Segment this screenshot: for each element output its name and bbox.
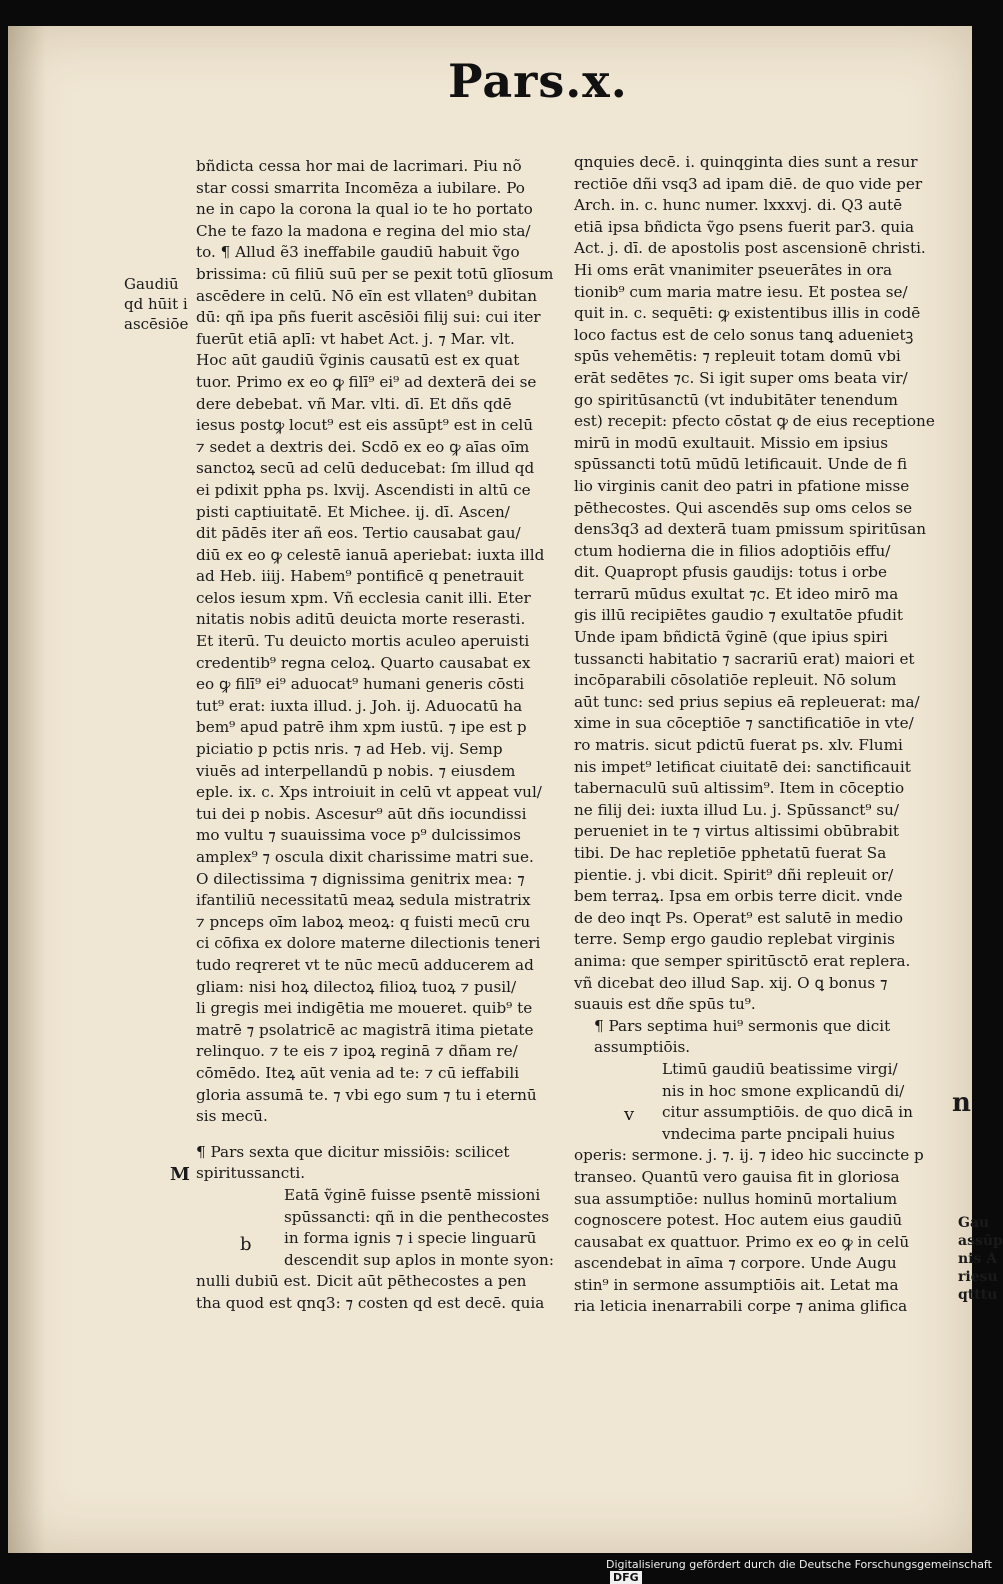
text-line: sanctoꝝ secū ad celū deducebat: ſm illud qd [196,459,535,478]
text-line: li gregis mei indigētia me moueret. quib⁹ te [196,999,533,1018]
text-line: sua assumptiōe: nullus hominū mortalium [574,1189,898,1208]
text-line: tabernaculū suū altissim⁹. Item in cōceptio [574,779,905,798]
edge-line: assūp [958,1233,1003,1249]
text-line: credentib⁹ regna celoꝝ. Quarto causabat ex [196,653,531,672]
text-line: fuerūt etiā aplī: vt habet Act. j. ⁊ Mar. vlt. [196,329,515,348]
text-line: ifantiliū necessitatū meaꝝ sedula mistratrix [196,891,531,910]
text-line: rectiōe dñi vsq3 ad ipam diē. de quo vide per [574,174,923,193]
edge-line: nis A [958,1251,998,1267]
text-line: ria leticia inenarrabili corpe ⁊ anima glifica [574,1297,908,1316]
text-line: est) recepit: pfecto cōstat ꝙ de eius receptione [574,412,935,431]
text-line: Che te fazo la madona e regina del mio sta/ [196,221,531,240]
text-line: lio virginis canit deo patri in pfatione misse [574,476,910,495]
book-page [8,26,1003,1553]
text-line: star cossi smarrita Incomēza a iubilare. Po [196,178,525,197]
text-line: quit in. c. sequēti: ꝙ existentibus illis in codē [574,304,921,323]
margin-note-gaudium [124,274,196,334]
text-line: ctum hodierna die in filios adoptiōis effu/ [574,541,891,560]
text-line: tha quod est qnq3: ⁊ costen qd est decē. quia [196,1293,545,1312]
text-line: mo vultu ⁊ suauissima voce p⁹ dulcissimos [196,826,521,845]
text-line: eple. ix. c. Xps introiuit in celū vt appeat vul/ [196,783,542,802]
text-line: citur assumptiōis. de quo dicā in [662,1103,913,1122]
text-line: Unde ipam bñdictā ṽginē (que ipius spiri [574,628,888,647]
text-line: eo ꝙ filī⁹ ei⁹ aduocat⁹ humani generis cōsti [196,675,525,694]
text-line: suauis est dñe spūs tu⁹. [574,995,756,1014]
margin-line: Gaudiū [124,275,179,293]
text-line: bem⁹ apud patrē ihm xpm iustū. ⁊ ipe est p [196,718,527,737]
text-line: Hoc aūt gaudiū ṽginis causatū est ex quat [196,351,520,370]
text-line: qnquies decē. i. quinqginta dies sunt a resur [574,153,918,171]
text-line: ne in capo la corona la qual io te ho portato [196,200,533,219]
text-line: ¶ Pars septima hui⁹ sermonis que dicit [594,1016,891,1035]
text-line: iesus postꝙ locut⁹ est eis assūpt⁹ est in celū [196,416,534,435]
text-line: gliam: nisi hoꝝ dilectoꝝ filioꝝ tuoꝝ ⁊ pusil/ [196,977,517,996]
text-line: diū ex eo ꝙ celestē ianuā aperiebat: iuxta illd [196,545,545,564]
text-line: incōparabili cōsolatiōe repleuit. Nō solum [574,671,897,690]
left-column [196,156,568,1314]
text-line: ei pdixit ppha ps. lxvij. Ascendisti in altū ce [196,480,531,499]
text-line: operis: sermone. j. ⁊. ij. ⁊ ideo hic succincte p [574,1146,924,1165]
edge-line: Gau [958,1215,990,1231]
text-line: causabat ex quattuor. Primo ex eo ꝙ in celū [574,1232,910,1251]
text-line: matrē ⁊ psolatricē ac magistrā itima pietate [196,1020,534,1039]
text-line: anima: que semper spiritūsctō erat replera. [574,951,911,970]
text-line: ro matris. sicut pdictū fuerat ps. xlv. Flumi [574,736,903,755]
text-line: Eatā ṽginē fuisse psentē missioni [284,1185,541,1204]
text-line: spūs vehemētis: ⁊ repleuit totam domū vbi [574,347,901,366]
text-line: nis impet⁹ letificat ciuitatē dei: sanctificauit [574,757,911,776]
text-line: vndecima parte pncipali huius [662,1124,895,1143]
text-line: tut⁹ erat: iuxta illud. j. Joh. ij. Aduocatū ha [196,696,523,715]
text-line: brissima: cū filiū suū per se pexit totū glīosum [196,264,554,283]
text-line: ⁊ pnceps oīm laboꝝ meoꝝ: q fuisti mecū cru [196,912,531,931]
text-line: O dilectissima ⁊ dignissima genitrix mea: ⁊ [196,869,525,888]
text-line: spiritussancti. [196,1164,306,1183]
margin-line: qd hūit i [124,295,188,313]
text-line: pēthecostes. Qui ascendēs sup oms celos se [574,498,913,517]
text-line: assumptiōis. [594,1038,691,1057]
text-line: dit. Quapropt pfusis gaudijs: totus i orbe [574,563,887,582]
text-line: nis in hoc smone explicandū di/ [662,1081,905,1100]
text-line: ascendebat in aīma ⁊ corpore. Unde Augu [574,1254,897,1273]
text-line: tionib⁹ cum maria matre iesu. Et postea se/ [574,282,908,301]
text-line: gloria assumā te. ⁊ vbi ego sum ⁊ tu i eternū [196,1085,537,1104]
edge-line: qtttu [958,1287,998,1303]
text-line: tui dei p nobis. Ascesur⁹ aūt dñs iocundissi [196,804,527,823]
text-line: cognoscere potest. Hoc autem eius gaudiū [574,1211,903,1230]
margin-line: ascēsiōe [124,315,189,333]
text-line: amplex⁹ ⁊ oscula dixit charissime matri sue. [196,848,534,866]
text-line: to. ¶ Allud ẽ3 ineffabile gaudiū habuit ṽgo [196,243,520,262]
page-header: Pars.x. [448,54,628,108]
text-line: transeo. Quantū vero gauisa fit in gloriosa [574,1167,900,1186]
text-line: perueniet in te ⁊ virtus altissimi obūbrabit [574,822,900,841]
left-section-indented [196,1185,568,1271]
initial-letter-v: v [624,1104,635,1125]
next-page-edge-text [958,1214,1003,1304]
text-line: gis illū recipiētes gaudio ⁊ exultatōe pfudit [574,606,903,625]
text-line: nitatis nobis aditū deuicta morte reserasti. [196,610,526,629]
text-line: dū: qñ ipa pñs fuerit ascēsiōi filij sui: cui iter [196,308,541,327]
text-line: bñdicta cessa hor mai de lacrimari. Piu nõ [196,157,522,175]
section-letter-m: M [170,1164,190,1185]
text-line: ad Heb. iiij. Habem⁹ pontificē q penetrauit [196,567,524,586]
text-line: aūt tunc: sed prius sepius eā repleuerat: ma/ [574,692,920,711]
text-line: in forma ignis ⁊ i specie linguarū [284,1229,537,1248]
text-line: tibi. De hac repletiōe pphetatū fuerat Sa [574,844,887,862]
text-line: piciatio p pctis nris. ⁊ ad Heb. vij. Semp [196,740,503,759]
text-line: viuēs ad interpellandū p nobis. ⁊ eiusdem [196,761,516,780]
initial-letter-b: b [240,1234,252,1255]
text-line: Ltimū gaudiū beatissime virgi/ [662,1059,898,1078]
text-line: go spiritūsanctū (vt indubitāter tenendum [574,390,898,409]
right-section-heading [574,1016,948,1059]
right-column-text [574,152,948,1016]
text-line: ascēdere in celū. Nō eīn est vllaten⁹ dubitan [196,286,537,305]
text-line: mirū in modū exultauit. Missio em ipsius [574,433,889,452]
text-line: tuor. Primo ex eo ꝙ filī⁹ ei⁹ ad dexterā dei se [196,372,537,391]
text-line: erāt sedētes ⁊c. Si igit super oms beata vir/ [574,368,908,387]
text-line: vñ dicebat deo illud Sap. xij. O ꝗ bonus ⁊ [574,973,888,992]
text-line: tussancti habitatio ⁊ sacrariū erat) maiori et [574,649,915,668]
text-line: tudo reqreret vt te nūc mecū adducerem ad [196,955,534,974]
text-line: nulli dubiū est. Dicit aūt pēthecostes a pen [196,1272,527,1291]
text-line: de deo inqt Ps. Operat⁹ est salutē in medio [574,908,903,927]
right-column [574,152,948,1318]
left-section-heading [196,1142,568,1185]
text-line: loco factus est de celo sonus tanꝗ aduenietꝫ [574,325,914,344]
text-line: Arch. in. c. hunc numer. lxxxvj. di. Q3 autē [574,196,903,215]
text-line: spūssancti totū mūdū letificauit. Unde de fi [574,455,908,474]
text-line: terrarū mūdus exultat ⁊c. Et ideo mirō ma [574,584,899,603]
text-line: Act. j. dī. de apostolis post ascensionē christi. [574,239,926,258]
text-line: dit pādēs iter añ eos. Tertio causabat gau/ [196,524,521,543]
text-line: ¶ Pars sexta que dicitur missiōis: scilicet [196,1142,510,1161]
text-line: bem terraꝝ. Ipsa em orbis terre dicit. vnde [574,887,903,906]
text-line: cōmēdo. Iteꝝ aūt venia ad te: ⁊ cū ieffabili [196,1063,520,1082]
text-line: descendit sup aplos in monte syon: [284,1250,554,1269]
text-line: relinquo. ⁊ te eis ⁊ ipoꝝ reginā ⁊ dñam re/ [196,1042,518,1061]
text-line: Et iterū. Tu deuicto mortis aculeo aperuisti [196,632,530,651]
text-line: xime in sua cōceptiōe ⁊ sanctificatiōe in vte/ [574,714,914,733]
text-line: pisti captiuitatē. Et Michee. ij. dī. Ascen/ [196,502,510,521]
text-line: stin⁹ in sermone assumptiōis ait. Letat ma [574,1275,899,1294]
text-line: sis mecū. [196,1107,268,1126]
left-column-text [196,156,568,1128]
text-line: celos iesum xpm. Vñ ecclesia canit illi. Eter [196,588,531,607]
text-line: ci cōfixa ex dolore materne dilectionis teneri [196,934,541,953]
text-line: etiā ipsa bñdicta ṽgo psens fuerit par3. quia [574,217,915,236]
section-letter-n: n [952,1088,971,1118]
left-section-body [196,1271,568,1314]
text-line: terre. Semp ergo gaudio replebat virginis [574,930,895,949]
right-section-body [574,1145,948,1318]
text-line: dere debebat. vñ Mar. vlti. dī. Et dñs qdē [196,394,512,413]
text-line: ne filij dei: iuxta illud Lu. j. Spūssanct⁹ su/ [574,800,900,819]
text-line: ⁊ sedet a dextris dei. Scdō ex eo ꝙ aīas oīm [196,437,530,456]
text-line: Hi oms erāt vnanimiter pseuerātes in ora [574,260,893,279]
text-line: dens3q3 ad dexterā tuam pmissum spiritūsan [574,520,927,539]
text-line: spūssancti: qñ in die penthecostes [284,1207,550,1226]
right-section-indented [574,1059,948,1145]
edge-line: riesu [958,1269,998,1285]
text-line: pientie. j. vbi dicit. Spirit⁹ dñi repleuit or/ [574,865,894,884]
dfg-logo: DFG [610,1571,642,1584]
footer-credit [606,1558,1000,1584]
footer-text: Digitalisierung gefördert durch die Deutsche Forschungsgemeinschaft [606,1558,992,1571]
